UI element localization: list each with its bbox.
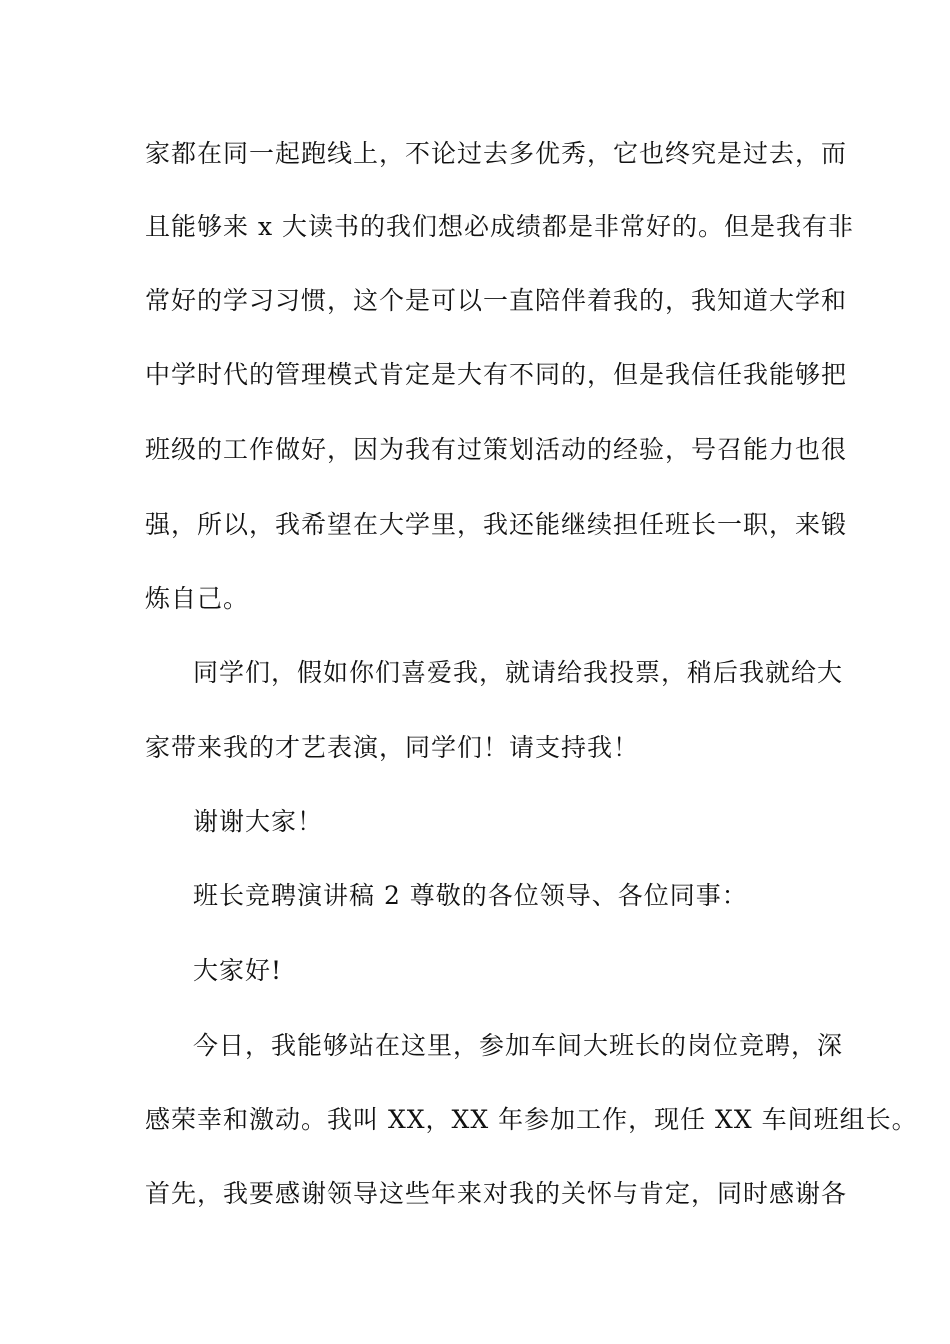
text-line: 家带来我的才艺表演，同学们！请支持我！: [145, 733, 640, 762]
text-line: 首先，我要感谢领导这些年来对我的关怀与肯定，同时感谢各: [145, 1179, 848, 1208]
text-line: 中学时代的管理模式肯定是大有不同的，但是我信任我能够把: [145, 360, 848, 389]
text-line: 家都在同一起跑线上，不论过去多优秀，它也终究是过去，而: [145, 139, 848, 168]
text-line: 感荣幸和激动。我叫 XX，XX 年参加工作，现任 XX 车间班组长。: [145, 1105, 918, 1134]
text-line: 且能够来 x 大读书的我们想必成绩都是非常好的。但是我有非: [145, 212, 854, 241]
text-line: 班级的工作做好，因为我有过策划活动的经验，号召能力也很: [145, 435, 848, 464]
paragraph-first-line: 同学们，假如你们喜爱我，就请给我投票，稍后我就给大: [193, 658, 844, 687]
text-line: 常好的学习习惯，这个是可以一直陪伴着我的，我知道大学和: [145, 286, 848, 315]
text-line: 强，所以，我希望在大学里，我还能继续担任班长一职，来锻: [145, 510, 848, 539]
paragraph-first-line: 大家好!: [193, 956, 283, 985]
paragraph-first-line: 谢谢大家！: [193, 807, 324, 836]
text-line: 炼自己。: [145, 584, 250, 613]
paragraph-first-line: 班长竞聘演讲稿 2 尊敬的各位领导、各位同事：: [193, 881, 748, 910]
paragraph-first-line: 今日，我能够站在这里，参加车间大班长的岗位竞聘，深: [193, 1031, 844, 1060]
